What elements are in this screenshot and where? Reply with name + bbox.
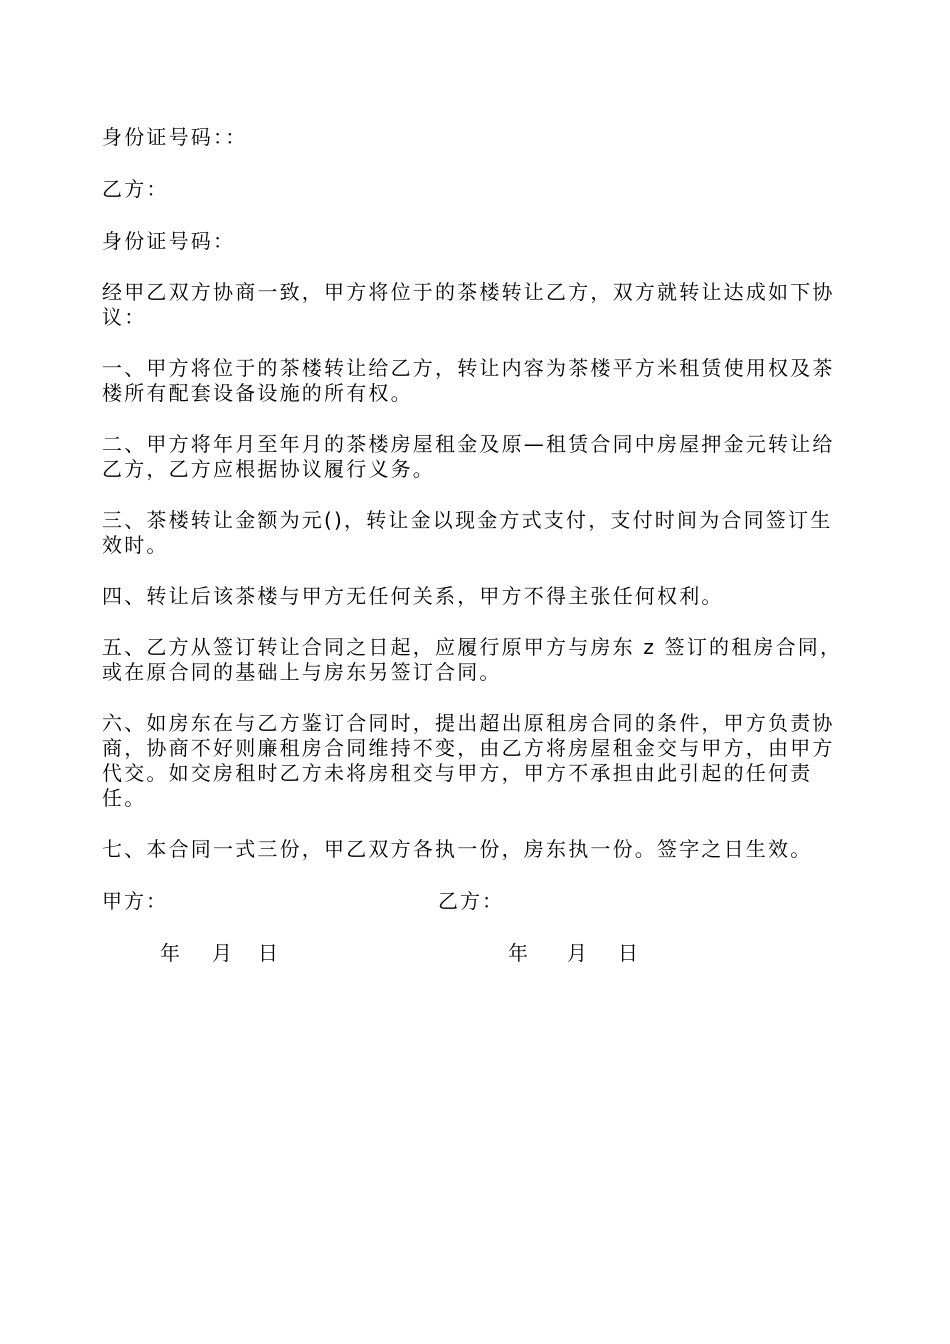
party-b-line: 乙方： xyxy=(102,177,169,201)
signature-row xyxy=(102,888,862,914)
party-a-date-year: 年 xyxy=(160,941,180,965)
clause-6: 六、如房东在与乙方鉴订合同时，提出超出原租房合同的条件，甲方负责协商，协商不好则廉租房合同维持不变，由乙方将房屋租金交与甲方，由甲方代交。如交房租时乙方未将房租交与甲方，甲方不承担由此引起的任何责任。 xyxy=(102,711,835,810)
party-a-date-month: 月 xyxy=(212,941,232,965)
date-row xyxy=(102,940,862,966)
clause-7: 七、本合同一式三份，甲乙双方各执一份，房东执一份。签字之日生效。 xyxy=(102,837,813,861)
party-b-date-year: 年 xyxy=(508,941,528,965)
party-b-signature-label: 乙方： xyxy=(438,889,504,913)
clause-3: 三、茶楼转让金额为元()，转让金以现金方式支付，支付时间为合同签订生效时。 xyxy=(102,508,833,557)
clause-2: 二、甲方将年月至年月的茶楼房屋租金及原—租赁合同中房屋押金元转让给乙方，乙方应根据协议履行义务。 xyxy=(102,432,835,481)
intro-paragraph: 经甲乙双方协商一致，甲方将位于的茶楼转让乙方，双方就转让达成如下协议： xyxy=(102,280,835,329)
party-a-id-line: 身份证号码：： xyxy=(102,125,248,149)
party-b-date-month: 月 xyxy=(567,941,587,965)
contract-body xyxy=(102,124,862,966)
party-b-id-line: 身份证号码： xyxy=(102,229,236,253)
clause-1: 一、甲方将位于的茶楼转让给乙方，转让内容为茶楼平方米租赁使用权及茶楼所有配套设备设施的所有权。 xyxy=(102,356,835,405)
clause-5: 五、乙方从签订转让合同之日起，应履行原甲方与房东 z 签订的租房合同，或在原合同的基础上与房东另签订合同。 xyxy=(102,635,843,684)
party-a-date-day: 日 xyxy=(258,941,278,965)
clause-4: 四、转让后该茶楼与甲方无任何关系，甲方不得主张任何权利。 xyxy=(102,584,724,608)
party-b-date-day: 日 xyxy=(618,941,638,965)
party-a-signature-label: 甲方： xyxy=(102,889,168,913)
